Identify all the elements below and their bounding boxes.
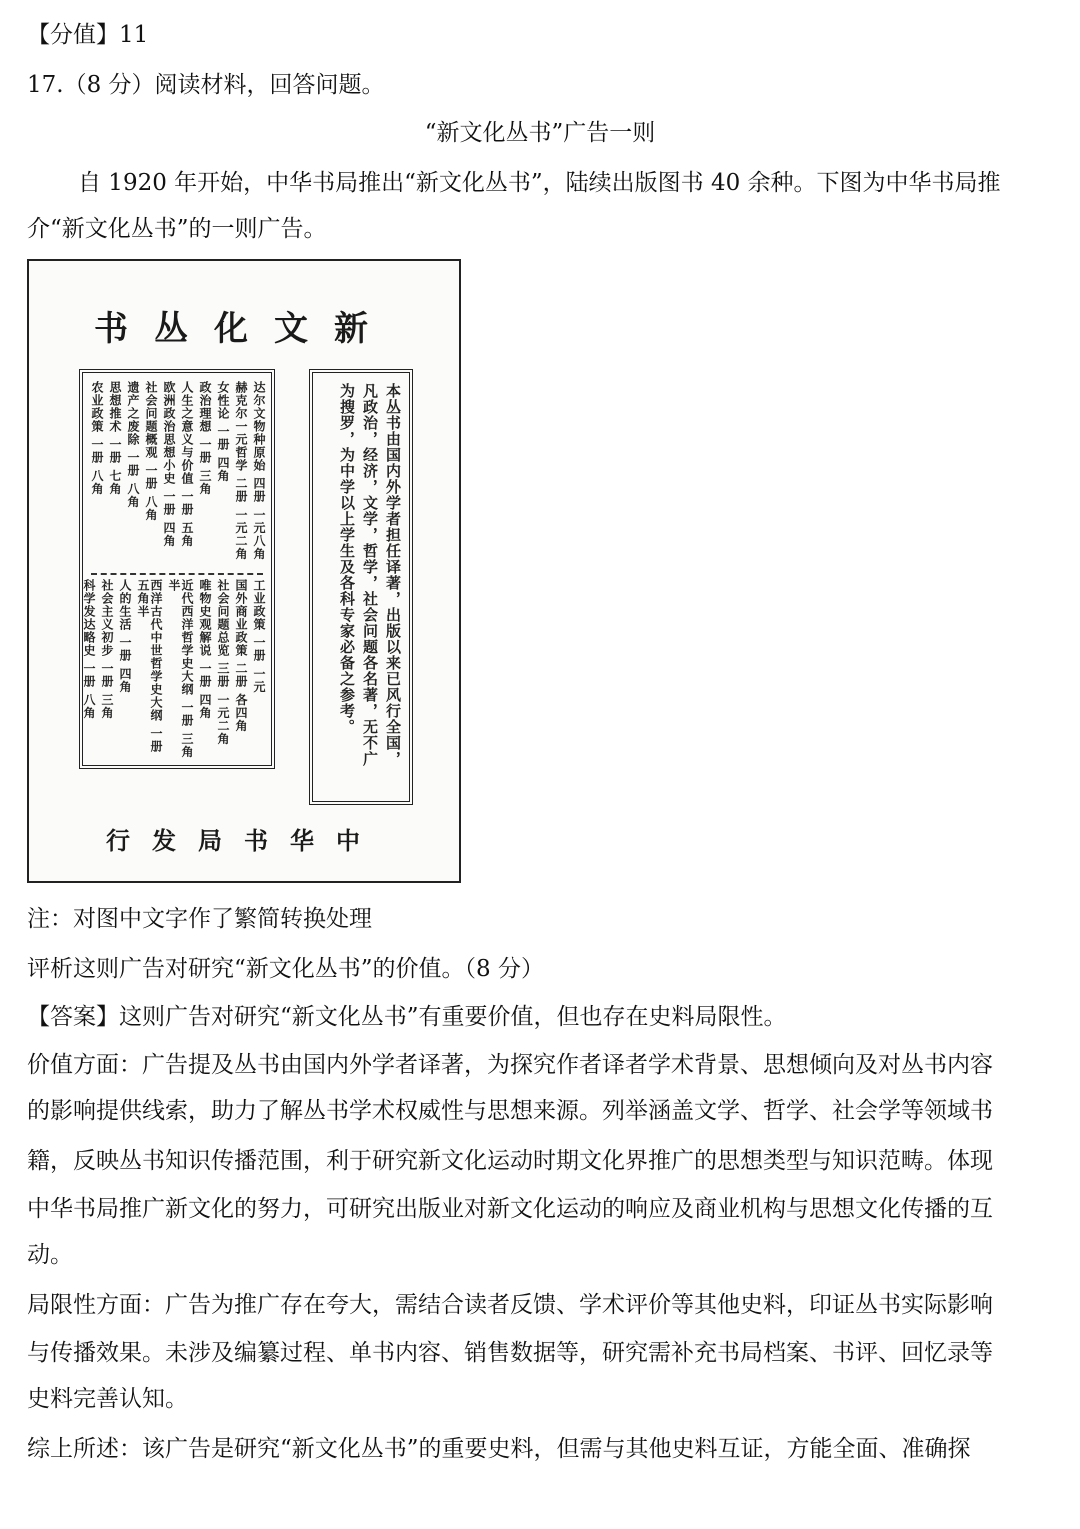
book-entry: 近代西洋哲学史大纲 一册 三角半 (167, 579, 194, 759)
book-entry: 人生之意义与价值 一册 五角 (180, 381, 194, 548)
book-entry: 欧洲政治思想小史 一册 四角 (162, 381, 176, 548)
ad-intro-box (309, 369, 413, 805)
book-entry: 西洋古代中世哲学史大纲 一册 五角半 (136, 579, 163, 754)
material-title: “新文化丛书”广告一则 (424, 120, 656, 146)
answer-value-line: 中华书局推广新文化的努力，可研究出版业对新文化运动的响应及商业机构与思想文化传播的互 (27, 1196, 993, 1222)
book-entry: 科学发达略史 一册 八角 (82, 579, 96, 720)
question-stem: 17.（8 分）阅读材料，回答问题。 (27, 72, 385, 98)
answer-summary: 综上所述：该广告是研究“新文化丛书”的重要史料，但需与其他史料互证，方能全面、准确探 (27, 1436, 971, 1462)
book-entry: 社会主义初步 一册 三角 (100, 579, 114, 720)
book-entry: 遗产之废除 一册 八角 (126, 381, 140, 509)
intro-line-2: 介“新文化丛书”的一则广告。 (27, 216, 327, 242)
advertisement-image (27, 259, 461, 883)
book-entry: 思想推术 一册 七角 (108, 381, 122, 496)
answer-intro: 【答案】这则广告对研究“新文化丛书”有重要价值，但也存在史料局限性。 (27, 1004, 787, 1030)
book-list-divider (91, 573, 263, 575)
ad-intro-column: 本丛书由国内外学者担任译著，出版以来已风行全国， (384, 383, 402, 767)
answer-value-line: 籍，反映丛书知识传播范围，利于研究新文化运动时期文化界推广的思想类型与知识范畴。体现 (27, 1148, 993, 1174)
book-entry: 工业政策 一册 一元 (252, 579, 266, 694)
answer-limit-line: 与传播效果。未涉及编纂过程、单书内容、销售数据等，研究需补充书局档案、书评、回忆录等 (27, 1340, 993, 1366)
book-list-upper (90, 381, 265, 571)
ad-intro-column: 为搜罗，为中学以上学生及各科专家必备之参考。 (338, 383, 356, 735)
ad-book-list (79, 369, 275, 769)
ad-intro-column: 凡政治，经济，文学，哲学，社会问题各名著，无不广 (361, 383, 379, 767)
book-entry: 农业政策 一册 八角 (90, 381, 104, 496)
intro-line-1: 自 1920 年开始，中华书局推出“新文化丛书”，陆续出版图书 40 余种。下图为中华书局推 (78, 170, 1001, 196)
task-prompt: 评析这则广告对研究“新文化丛书”的价值。（8 分） (27, 956, 544, 982)
answer-value-line: 的影响提供线索，助力了解丛书学术权威性与思想来源。列举涵盖文学、哲学、社会学等领域书 (27, 1098, 993, 1124)
book-entry: 政治理想 一册 三角 (198, 381, 212, 496)
ad-title: 书丛化文新 (94, 309, 394, 349)
book-entry: 女性论 一册 四角 (216, 381, 230, 483)
image-note: 注：对图中文字作了繁简转换处理 (27, 906, 372, 932)
book-list-lower (82, 579, 265, 769)
book-entry: 达尔文物种原始 四册 一元八角 (252, 381, 266, 561)
book-entry: 国外商业政策 二册 各四角 (234, 579, 248, 733)
book-entry: 社会问题概观 一册 八角 (144, 381, 158, 522)
answer-value-line: 动。 (27, 1242, 73, 1268)
score-line: 【分值】11 (27, 22, 149, 48)
ad-publisher: 行发局书华中 (106, 827, 382, 855)
book-entry: 人的生活 一册 四角 (118, 579, 132, 694)
book-entry: 社会问题总览 三册 一元二角 (216, 579, 230, 746)
book-entry: 赫克尔一元哲学 二册 一元二角 (234, 381, 248, 561)
answer-limit-line: 史料完善认知。 (27, 1386, 188, 1412)
answer-limit-line: 局限性方面：广告为推广存在夸大，需结合读者反馈、学术评价等其他史料，印证丛书实际影响 (27, 1292, 993, 1318)
answer-value-line: 价值方面：广告提及丛书由国内外学者译著，为探究作者译者学术背景、思想倾向及对丛书内容 (27, 1052, 993, 1078)
book-entry: 唯物史观解说 一册 四角 (198, 579, 212, 720)
